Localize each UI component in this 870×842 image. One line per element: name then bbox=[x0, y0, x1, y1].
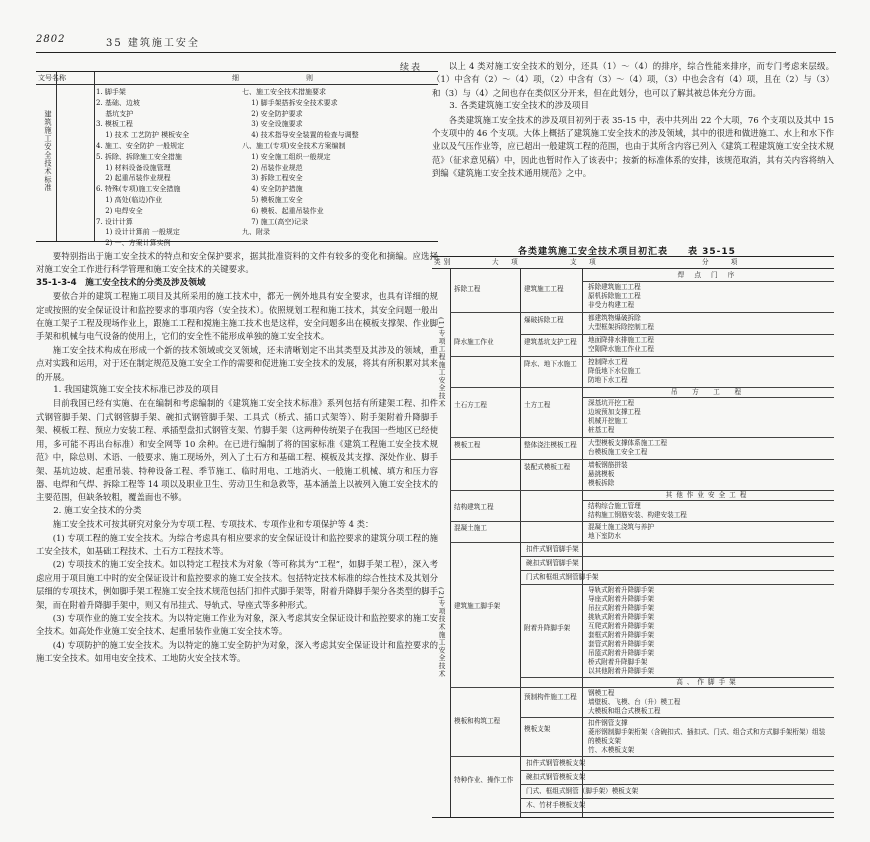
table-item: 碗扣式钢管脚手架 bbox=[526, 559, 579, 567]
table-item: 门式、框组式钢管（脚手架）模板支架 bbox=[526, 787, 639, 795]
table-major-item: 降水施工作业 bbox=[454, 338, 494, 346]
band-label: 其他作业安全工程 bbox=[665, 491, 751, 499]
table-item: 悬挑模板 bbox=[588, 470, 615, 478]
left-table-item: 九、附录 bbox=[242, 228, 270, 237]
left-table-item: 5. 拆除、拆除施工安全措施 bbox=[96, 152, 182, 161]
section-heading: 35-1-3-4 施工安全技术的分类及涉及领域 bbox=[36, 277, 206, 288]
paragraph: 各类建筑施工安全技术的涉及项目初列于表 35-15 中，表中共列出 22 个大项，76 个支项以及其中 15 个支项中的 46 个支项。大体上概括了建筑施工安全技术的涉及领域，其中的很进和做进施工、水上和水下作业以及气压作业等，应已超出一般建筑工程的范围，也由于其所含内容已列入《建筑工程建筑施工安全技术规范》（征求意见稿）中，因此也暂时作入了该表中；按新的标准体系的安排，该规范取消，其有关内容将纳入到编《建筑施工安全技术通用规范》之中。 bbox=[432, 114, 834, 179]
table-minor-item: 附着升降脚手架 bbox=[524, 624, 571, 632]
table-hline bbox=[520, 570, 834, 571]
table-major-item: 拆除工程 bbox=[454, 285, 481, 293]
band-label: 高、作脚手架 bbox=[676, 678, 740, 686]
left-table-item: 2) 起重吊装作业规程 bbox=[96, 174, 171, 183]
table-minor-item: 模板支架 bbox=[524, 725, 551, 733]
left-table bbox=[36, 71, 438, 248]
table-minor-item: 装配式模板工程 bbox=[524, 463, 571, 471]
left-table-item: 1. 脚手架 bbox=[96, 88, 126, 96]
left-table-category: 建筑施工安全技术标准 bbox=[44, 110, 53, 192]
left-table-item: 八、施工(专项)安全技术方案编制 bbox=[242, 141, 346, 150]
right-table-header-col3: 分 项 bbox=[702, 258, 741, 266]
table-hline bbox=[520, 584, 834, 585]
table-item: 控制降水工程 bbox=[588, 358, 628, 366]
left-table-item: 3. 模板工程 bbox=[96, 120, 133, 129]
paragraph: 施工安全技术可按其研究对象分为专项工程、专项技术、专项作业和专项保护等 4 类： bbox=[52, 519, 374, 530]
right-body-text bbox=[432, 60, 834, 181]
subsection-heading: 2. 施工安全技术的分类 bbox=[53, 505, 142, 516]
left-table-item: 5) 模板施工安全 bbox=[242, 195, 303, 204]
table-item: 挑轨式附着升降脚手架 bbox=[588, 613, 654, 621]
table-item: 竹、木模板支架 bbox=[588, 746, 635, 754]
table-item: 墙壁板、飞模、台（升）模工程 bbox=[588, 698, 681, 706]
subsection-heading: 3. 各类建筑施工安全技术的涉及项目 bbox=[449, 101, 590, 112]
table-item: 套框式附着升降脚手架 bbox=[588, 631, 654, 639]
table-item: 台模板施工安全工程 bbox=[588, 448, 648, 456]
table-hline bbox=[520, 334, 834, 335]
table-item: 木、竹材手模板支架 bbox=[526, 801, 586, 809]
table-hline bbox=[450, 542, 834, 543]
table-item: 结构施工钢筋安装、构建安装工程 bbox=[588, 511, 687, 519]
table-hline bbox=[450, 356, 834, 357]
left-table-caption: 续表 bbox=[400, 63, 423, 73]
left-table-header bbox=[36, 72, 438, 85]
table-vline bbox=[450, 269, 451, 817]
table-minor-item: 爆破拆除工程 bbox=[524, 316, 564, 324]
left-table-item: 2) 吊装作业规范 bbox=[242, 163, 303, 172]
running-header bbox=[36, 34, 836, 48]
left-table-divider bbox=[94, 72, 95, 241]
table-item: 门式和框组式钢管脚手架 bbox=[526, 573, 599, 581]
table-item: 碗扣式钢管模板支架 bbox=[526, 773, 586, 781]
table-hline bbox=[520, 717, 834, 718]
subsection-heading: 1. 我国建筑施工安全技术标准已涉及的项目 bbox=[53, 385, 219, 396]
table-item: 大型框架拆除控制工程 bbox=[588, 323, 654, 331]
table-major-item: 特种作业、操作工作 bbox=[454, 776, 514, 784]
table-item: 扣件式钢管脚手架 bbox=[526, 545, 579, 553]
table-hline bbox=[520, 556, 834, 557]
table-minor-item: 整体浇注模板工程 bbox=[524, 441, 577, 449]
paragraph: 目前我国已经有实施、在在编制和考虑编制的《建筑施工安全技术标准》系列包括有所建架工程、扣件式钢管脚手架、门式钢管脚手架、碗扣式钢管脚手架、工具式（桥式、插口式架等）、附手架附着升降脚手架、模板工程、预应力安装工程、承插型盘扣式钢管支架、竹脚手架（这两种传统架子在我国一些地区已经使用，多可能不再出台标准）和安全网等 10 余种。在已进行编制了将的国家标准《建筑工程施工安全技术规范》中，除总则、术语、一般要求、施工现场外，列入了土石方和基础工程、模板及其支撑、深处作业、脚手架、基坑边坡、起重吊装、特种设备工程、季节施工、临时用电、工地消火、一般施工机械、填方和压力容器、电焊和气焊、拆除工程等 14 项以及职业卫生、劳动卫生和急救等，基本涵盖上以被列入施工安全技术的主要范围，但缺条较粗，覆盖面也不够。 bbox=[36, 398, 438, 503]
left-table-item: 1) 高处(临边)作业 bbox=[96, 195, 163, 204]
table-item: 非受力构建工程 bbox=[588, 301, 635, 309]
table-item: 钢模工程 bbox=[588, 689, 615, 697]
table-item: 混凝土施工浇筑与养护 bbox=[588, 523, 654, 531]
left-table-divider bbox=[56, 72, 57, 241]
table-item: 扣件式钢管模板支架 bbox=[526, 759, 586, 767]
table-minor-item: 降水、地下水施工 bbox=[524, 360, 577, 368]
left-table-item: 4) 安全防护措施 bbox=[242, 185, 303, 194]
left-table-item: 基坑支护 bbox=[96, 109, 134, 118]
right-table-header bbox=[432, 257, 834, 269]
paragraph: 以上 4 类对施工安全技术的划分，还具（1）～（4）的排序，综合性能来排序，而专门考虑来层级。（1）中含有（2）～（4）项，（2）中含有（3）～（4）项，（3）中也会含有（4）项，且在（2）与（3）和（3）与（4）之间也存在类似区分开来，但在此划分，也可以了解其被总体充分方面。 bbox=[432, 61, 834, 98]
right-table-header-col0: 类别 bbox=[434, 258, 454, 266]
table-item: 菱形钢制脚手架桁架（含碗扣式、插扣式、门式、组合式和方式脚手架桁架）组装的模板支架 bbox=[588, 728, 826, 745]
right-table bbox=[432, 256, 834, 818]
table-item: 导座式附着升降脚手架 bbox=[588, 595, 654, 603]
left-table-item: 3) 安全设施要求 bbox=[242, 120, 303, 129]
left-table-col1 bbox=[96, 87, 189, 249]
category-label: (2)专项技术施工安全技术 bbox=[437, 587, 445, 678]
table-minor-item: 预制构件施工工程 bbox=[524, 693, 577, 701]
table-item: 扣件钢管支撑 bbox=[588, 719, 628, 727]
table-item: 以其他附着升降脚手架 bbox=[588, 667, 654, 675]
left-table-item: 七、施工安全技术措施要求 bbox=[242, 88, 326, 96]
table-item: 大型模板支撑体系施工工程 bbox=[588, 439, 668, 447]
table-item: 降低地下水位施工 bbox=[588, 367, 641, 375]
table-minor-item: 建筑基坑支护工程 bbox=[524, 338, 577, 346]
table-hline bbox=[582, 397, 834, 398]
left-table-item: 1) 脚手架搭拆安全技术要求 bbox=[242, 98, 338, 107]
left-table-item: 7. 设计计算 bbox=[96, 217, 133, 226]
table-hline bbox=[450, 687, 834, 688]
table-item: 大模板和组合式模板工程 bbox=[588, 707, 661, 715]
band-label: 焊 点 门 序 bbox=[677, 271, 739, 279]
table-item: 桩基工程 bbox=[588, 426, 615, 434]
table-item: 导轨式附着升降脚手架 bbox=[588, 586, 654, 594]
table-item: 空隙降水施工作业工程 bbox=[588, 345, 654, 353]
left-table-header-col0: 文号名称 bbox=[38, 74, 66, 82]
left-body-text bbox=[36, 250, 438, 666]
table-item: 墙板钢筋拼装 bbox=[588, 461, 628, 469]
table-item: 都建筑物爆破拆除 bbox=[588, 314, 641, 322]
table-item: 结构综合施工管理 bbox=[588, 502, 641, 510]
page-number: 2802 bbox=[36, 34, 66, 45]
table-vline bbox=[582, 269, 583, 817]
left-table-item: 1) 材料设备设施管理 bbox=[96, 163, 171, 172]
table-hline bbox=[450, 459, 834, 460]
left-table-item: 2) 安全防护要求 bbox=[242, 109, 303, 118]
table-item: 机械开挖施工 bbox=[588, 417, 628, 425]
table-item: 互爬式附着升降脚手架 bbox=[588, 622, 654, 630]
left-table-header-col2: 则 bbox=[306, 74, 313, 82]
left-table-item: 4) 技术指导安全装置的检查与调整 bbox=[242, 131, 359, 140]
paragraph: (2) 专项技术的施工安全技术。如以特定工程技术为对象（等可称其为“工程”，如脚手架工程），深入考虑应用于项目施工中时的安全保证设计和监控要求的施工安全技术。包括特定技术标准的综合性技术及其划分层细的专项技术，例如脚手架工程施工安全技术规范包括门扣件式脚手架等，附着升降脚手架分各类型的脚手架，而在附着升降脚手架中，则又有吊挂式、导轨式、导座式等多种形式。 bbox=[36, 559, 438, 610]
table-hline bbox=[582, 500, 834, 501]
table-item: 套管式附着升降脚手架 bbox=[588, 640, 654, 648]
paragraph: 施工安全技术构成在形成一个新的技术领域或交叉领域，还未清晰划定不出其类型及其涉及的领域，重点对实践和运用，对于还在制定规范及施工安全工作的需要和促进施工安全技术的发展，将其有所积累对其来的开展。 bbox=[36, 344, 438, 382]
table-hline bbox=[450, 521, 834, 522]
table-hline bbox=[520, 784, 834, 785]
table-hline bbox=[450, 312, 834, 313]
table-hline bbox=[520, 798, 834, 799]
header-rule bbox=[36, 52, 836, 53]
table-vline bbox=[520, 269, 521, 817]
left-table-item: 1) 技术 工艺防护 模板安全 bbox=[96, 131, 190, 140]
table-item: 防地下水工程 bbox=[588, 376, 628, 384]
left-table-item: 6) 模板、起重吊装作业 bbox=[242, 206, 324, 215]
table-item: 模板拆除 bbox=[588, 479, 615, 487]
table-hline bbox=[520, 770, 834, 771]
band-label: 吊 方 工 程 bbox=[670, 388, 746, 396]
table-major-item: 模板和构筑工程 bbox=[454, 717, 501, 725]
right-table-header-col2: 支 项 bbox=[570, 258, 599, 266]
left-table-item: 2) 电焊安全 bbox=[96, 206, 143, 215]
table-item: 吊篮式附着升降脚手架 bbox=[588, 649, 654, 657]
table-minor-item: 土方工程 bbox=[524, 401, 551, 409]
table-item: 吊拉式附着升降脚手架 bbox=[588, 604, 654, 612]
table-hline bbox=[520, 812, 834, 813]
table-item: 地下室防水 bbox=[588, 532, 621, 540]
table-item: 原机拆除施工工程 bbox=[588, 292, 641, 300]
left-table-col2 bbox=[242, 87, 359, 238]
left-table-item: 3) 拆除工程安全 bbox=[242, 174, 303, 183]
table-item: 桥式附着升降脚手架 bbox=[588, 658, 648, 666]
table-major-item: 混凝土施工 bbox=[454, 524, 487, 532]
right-table-header-col1: 大 项 bbox=[492, 258, 521, 266]
right-table-caption: 各类建筑施工安全技术项目初汇表 表 35-15 bbox=[518, 247, 736, 257]
left-table-item: 4. 施工、安全防护 一般规定 bbox=[96, 141, 185, 150]
left-table-item: 7) 施工(高空)记录 bbox=[242, 217, 309, 226]
left-table-header-col1: 细 bbox=[232, 74, 239, 82]
category-label: (1)专项工程施工安全技术 bbox=[437, 317, 445, 408]
table-item: 地面降排水排施工工程 bbox=[588, 336, 654, 344]
paragraph: (1) 专项工程的施工安全技术。为综合考虑具有相应要求的安全保证设计和监控要求的建筑分项工程的施工安全技术，如基础工程技术、土石方工程技术等。 bbox=[36, 532, 438, 556]
paragraph: 要依合并的建筑工程施工项目及其所采用的施工技术中，都无一例外地具有安全要求，也具有详细的规定或按照的安全保证设计和监控要求的事项内容（安全技术）。依照规划工程和施工技术，其安全问题一般出在施工架子工程及现场作业上，跟施工工程和搅施主施工技术也是这样，安全问题多出在模板支撑架、作业脚手架和机械与电气设备的使用上，它们的安全性不能形成单独的施工安全技术。 bbox=[36, 291, 438, 342]
paragraph: 要特别指出于施工安全技术的特点和安全保护要求，据其批准资料的文件有较多的变化和摘编。应选择对施工安全工作进行科学管理和施工安全技术的关键要求。 bbox=[36, 251, 438, 275]
table-major-item: 建筑施工脚手架 bbox=[454, 602, 501, 610]
table-hline bbox=[450, 756, 834, 757]
table-item: 拆除建筑施工工程 bbox=[588, 283, 641, 291]
table-major-item: 模板工程 bbox=[454, 441, 481, 449]
table-minor-item: 建筑施工工程 bbox=[524, 285, 564, 293]
left-table-item: 1) 安全施工组织一般规定 bbox=[242, 152, 331, 161]
paragraph: (4) 专项防护的施工安全技术。为以特定的施工安全防护为对象，深入考虑其安全保证设计和监控要求的施工安全技术。如用电安全技术、工地防火安全技术等。 bbox=[36, 639, 438, 664]
table-item: 边坡预加支撑工程 bbox=[588, 408, 641, 416]
table-item: 深基坑开挖工程 bbox=[588, 399, 635, 407]
table-hline bbox=[582, 281, 834, 282]
left-table-item: 6. 特殊(专项)施工安全措施 bbox=[96, 185, 181, 194]
table-major-item: 结构建筑工程 bbox=[454, 503, 494, 511]
table-major-item: 土石方工程 bbox=[454, 401, 487, 409]
left-table-item: 2. 基础、边坡 bbox=[96, 98, 140, 107]
chapter-title: 35 建筑施工安全 bbox=[106, 38, 200, 49]
left-table-item: 2) 一、方案计算实例 bbox=[96, 239, 171, 248]
table-hline bbox=[450, 437, 834, 438]
paragraph: (3) 专项作业的施工安全技术。为以特定施工作业为对象，深入考虑其安全保证设计和监控要求的施工安全技术。如高处作业施工安全技术、起重吊装作业施工安全技术等。 bbox=[36, 612, 438, 637]
left-table-item: 1) 设计计算前 一般规定 bbox=[96, 228, 180, 237]
